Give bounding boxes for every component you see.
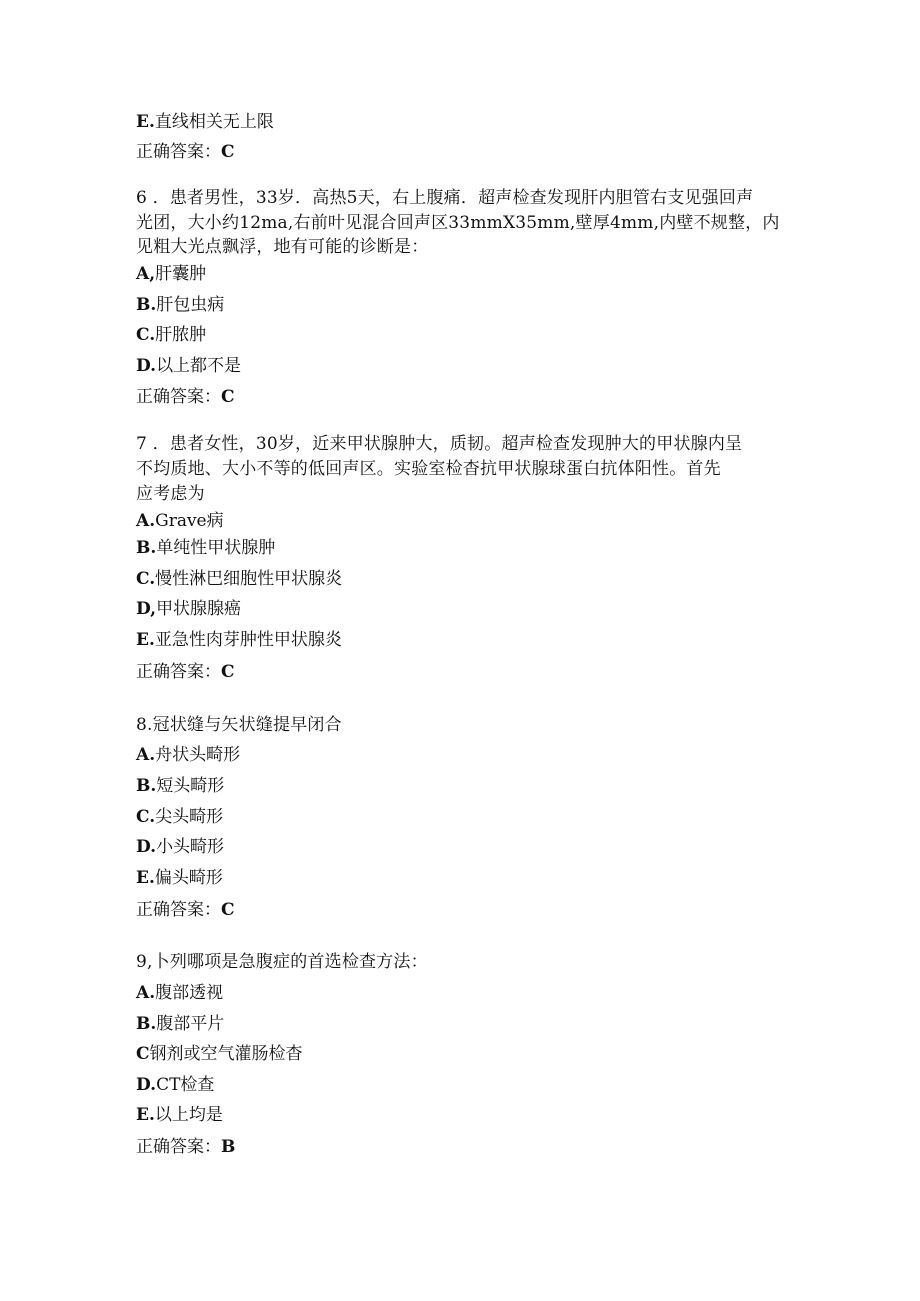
question-7-line-1: 7 ．患者女性，30岁，近来甲状腺肿大，质韧。超声检查发现肿大的甲状腺内呈 [136,434,743,454]
option-label: A. [136,511,156,531]
option-label: D. [136,837,157,857]
option-label: B. [136,538,157,558]
question-9-option-b [136,1012,224,1036]
question-7-line-3: 应考虑为 [136,484,205,504]
option-text: 直线相关无上限 [154,112,274,132]
option-text: 腹部透视 [155,983,224,1003]
answer-label: 正确答案： [136,900,221,920]
option-e [136,110,274,134]
option-label: C. [136,325,156,345]
question-9-line-1: 9,卜列哪项是急腹症的首选检查方法： [136,952,428,972]
option-label: E. [136,868,155,888]
answer-label: 正确答案： [136,662,221,682]
option-label: D, [136,599,157,619]
option-text: 短头畸形 [156,776,225,796]
option-text: 腹部平片 [156,1014,225,1034]
answer-value: C [221,900,235,920]
option-text: 慢性淋巴细胞性甲状腺炎 [155,569,343,589]
option-label: C [136,1044,150,1064]
option-label: E. [136,630,155,650]
option-label: D. [136,356,157,376]
option-text: 肝脓肿 [155,325,207,345]
question-9-answer [136,1135,235,1159]
option-label: B. [136,776,157,796]
option-text: 以上都不是 [156,356,242,376]
answer-value: C [221,662,235,682]
question-7-option-b [136,536,275,560]
option-text: 肝囊肿 [155,264,207,284]
answer-label: 正确答案： [136,387,221,407]
question-8-option-d [136,835,224,859]
option-label: E. [136,112,155,132]
option-text: 亚急性肉芽肿性甲状腺炎 [154,630,342,650]
answer-line [136,140,235,164]
question-7-line-2: 不均质地、大小不等的低回声区。实验室检杳抗甲状腺球蛋白抗体阳性。首先 [136,459,721,479]
question-9-option-c [136,1042,303,1066]
option-text: Grave病 [155,511,224,531]
answer-value: B [221,1137,236,1157]
option-text: 尖头畸形 [155,807,224,827]
question-7-option-e [136,628,342,652]
option-text: CT检查 [156,1075,215,1095]
option-text: 舟状头畸形 [155,745,241,765]
question-8-option-b [136,774,224,798]
question-8-answer [136,898,235,922]
question-7-answer [136,660,235,684]
option-label: A, [136,264,156,284]
option-label: B. [136,295,157,315]
question-6-option-d [136,354,241,378]
question-8-line-1: 8.冠状缝与矢状缝提早闭合 [136,715,342,735]
option-text: 以上均是 [154,1105,223,1125]
answer-label: 正确答案： [136,142,221,162]
option-label: E. [136,1105,155,1125]
question-9-option-e [136,1103,223,1127]
answer-label: 正确答案： [136,1137,221,1157]
question-8-option-e [136,866,223,890]
option-label: A. [136,745,156,765]
option-label: D. [136,1075,157,1095]
question-8-option-a [136,743,240,767]
option-label: A. [136,983,156,1003]
question-7-option-c [136,567,342,591]
option-text: 钢剂或空气灌肠检杳 [149,1044,303,1064]
option-text: 偏头畸形 [154,868,223,888]
question-6-option-b [136,293,224,317]
question-6-line-1: 6 ．患者男性，33岁．高热5天，右上腹痛．超声检查发现肝内胆管右支见强回声 [136,188,754,208]
question-8-option-c [136,805,223,829]
option-text: 甲状腺腺癌 [156,599,242,619]
question-6-line-3: 见粗大光点飘浮，地有可能的诊断是： [136,237,429,257]
option-label: C. [136,569,156,589]
answer-value: C [221,387,235,407]
option-text: 肝包虫病 [156,295,225,315]
option-text: 单纯性甲状腺肿 [156,538,276,558]
option-label: C. [136,807,156,827]
question-6-line-2: 光团，大小约12ma,右前叶见混合回声区33mmX35mm,壁厚4mm,内壁不规整，内 [136,213,780,233]
answer-value: C [221,142,235,162]
option-text: 小头畸形 [156,837,225,857]
question-7-option-a [136,509,224,533]
question-6-answer [136,385,235,409]
question-9-option-d [136,1073,214,1097]
question-6-option-c [136,323,206,347]
option-label: B. [136,1014,157,1034]
question-6-option-a [136,262,206,286]
question-9-option-a [136,981,223,1005]
question-7-option-d [136,597,241,621]
